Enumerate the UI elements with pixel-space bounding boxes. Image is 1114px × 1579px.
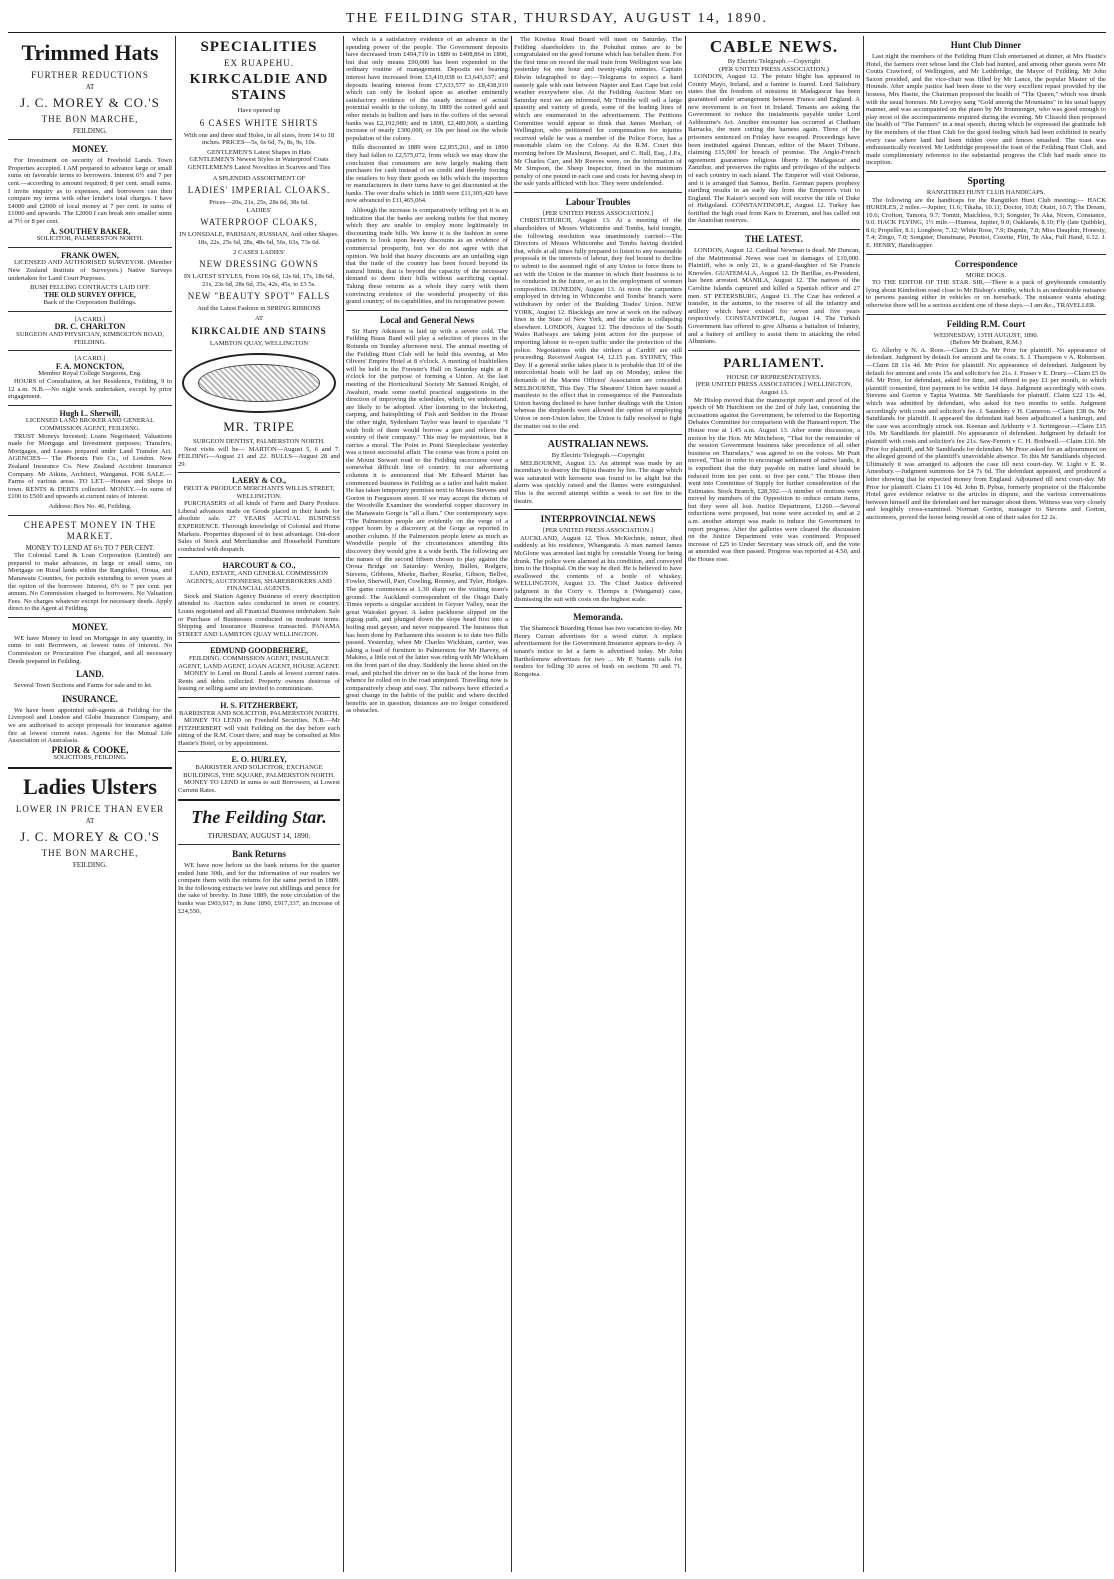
- survey-office: THE OLD SURVEY OFFICE,: [44, 290, 136, 299]
- southey-name: A. SOUTHEY BAKER,: [49, 226, 131, 236]
- cable-news-heading: CABLE NEWS.: [709, 37, 839, 56]
- monckton-name: F. A. MONCKTON,: [55, 361, 125, 371]
- imperial-cloaks: LADIES' IMPERIAL CLOAKS.: [187, 185, 331, 196]
- column-rule: [175, 36, 176, 1572]
- gents-coats: GENTLEMEN'S Newest Styles in Waterproof Coats: [189, 156, 329, 164]
- prior-cooke-sub: SOLICITORS, FEILDING.: [53, 754, 127, 762]
- sherwill-text: TRUST Moneys Invested; Loans Negotiated; Valuations made for Mortgage and Investment purposes; Transfers, Mortgages, and Leases prepared under Land Transfer Act. AGENCIES— The Phoenix Fire Co., of London. New Zealand Insurance Co. New Zealand Accident Insurance Company. Mr Atkins, Architect, Wanganui. FOR SALE.—Farms of various areas. TO LET.—Houses and Shops in town. RENTS & DEBTS collected. MONEY.—In sums of £100 to £500 and upwards at current rates of interest.: [8, 432, 172, 501]
- bon-marche: THE BON MARCHE,: [41, 113, 139, 124]
- masthead: THE FEILDING STAR, THURSDAY, AUGUST 14, 1890.: [8, 6, 1106, 33]
- owen-name: FRANK OWEN,: [61, 250, 119, 260]
- ex-ruapehu: EX RUAPEHU.: [223, 58, 294, 68]
- labour-troubles-text: CHRISTCHURCH, August 13. At a meeting of the shareholders of Messrs Whitcombe and Tombs, held tonight, the following resolution was unanimously carried:—The Directors of Messrs Whitcombe and Tombs having decided that, while at all times fully prepared to listen to any reasonable proposals in the interests of labour, they feel bound to decline to submit to the assumed right of any Union to force them to act with the Union in the manner in which their business is to be conducted in the future, or as to the employment of women compositors. DUNEDIN, August 13. At noon the carpenters employed in driving in Whitcombe and Tombs' branch were withdrawn by order of the Building Trades' Union. NEW YORK, August 12. Blacklegs are now at work on the railway lines in the State of New York, and the strike is collapsing elsewhere. LONDON, August 12. The directors of the South Wales Railways are taking joint action for the purpose of importing labour to re-open traffic under the protection of the police. Negotiations with the strikers at Cardiff are still proceeding. Received August 14, 12.15 p.m. SYDNEY, This Day. If a general strike takes place it is probable that 10 of the intercolonial boats will be laid up on Monday, unless the demands of the Marine Officers' Association are conceded. MELBOURNE, This Day. The Shearers' Union have issued a manifesto to the effect that in consequence of the Pastoralists Union having declined to have further dealings with the Union whereas the shepherds were allowed the option of employing Union or non-Union labor, the Union is fully resolved to fight the matter out to the end.: [514, 217, 682, 430]
- waterproof-cloaks: WATERPROOF CLOAKS,: [200, 217, 318, 228]
- hunt-club-text: Last night the members of the Feilding Hunt Club entertained at dinner, at Mrs Hastie's Hotel, the farmers over whose land the Club had hunted, and among other guests were Mr Coutts Crawford, of Wellington, and Mr Lethbridge, the Mayor of Feilding. Mr John Saxon presided, and the vice-chair was filled by Mr Lance, the popular Master of the Hounds. After ample justice had been done to the very excellent repast provided by the hostess, Mrs Hastie, the Chairman proposed the health of "The Queen," which was drunk with the usual honours. Mr Lovejoy sang "Gold among the Mountains" in his usual happy manner, and was accompanied on the piano by Mr Ironmonger, who was good enough to play most of the accompaniments required during the evening. Mr Clissold then proposed the health of "The Farmers" in a neat speech, during which he expressed the gratitude felt by the members of the Hunt Club for the good feeling which had been exhibited in nearly every case where land had been ridden over and fences smashed. The toast was enthusiastically received. Mr Lethbridge proposed the toast of the Feilding Hunt Club, and made complimentary reference to the substantial progress the Club had made since its inception.: [866, 53, 1106, 167]
- interprovincial-sub: [PER UNITED PRESS ASSOCIATION.]: [543, 527, 653, 535]
- interprovincial-heading: INTERPROVINCIAL NEWS: [540, 514, 656, 525]
- insurance-heading: INSURANCE.: [62, 693, 118, 704]
- column-rule: [863, 36, 864, 1572]
- column-2-ads: [178, 36, 340, 1572]
- australian-news-text: MELBOURNE, August 13. An attempt was made by an incendiary to destroy the Bijou theatre by fire. The stage which was saturated with kerosene was found to be alight but the alarm was quickly raised and the flames were extinguished. This is the second attempt within a week to set fire to the theatre.: [514, 459, 682, 505]
- goodbehere-name: EDMUND GOODBEHERE,: [210, 646, 308, 656]
- gents-scarves: GENTLEMEN'S Latest Novelties in Scarves and Ties: [187, 163, 331, 171]
- interprovincial-text: AUCKLAND, August 12. Thos. McKechnie, miner, died suddenly at his residence, Whangarata. A man named James McGlone was arrested last night by constable Young for being drunk. The police were alarmed at his condition, and conveyed him to the Hospital. On the way he died. He is believed to have swallowed the contents of a bottle of whiskey. WELLINGTON, August 13. The Chief Justice delivered judgment in the Corry v. Thomps n (Wanganui) case, dismissing the suit with costs on the highest scale.: [514, 534, 682, 603]
- at-label-2: AT: [85, 817, 95, 825]
- correspondence-sub: MORE DOGS.: [965, 271, 1007, 279]
- column-4-news: [514, 36, 682, 1572]
- monckton-sub: Member Royal College Surgeons, Eng.: [38, 370, 142, 378]
- fitzherbert-text: MONEY TO LEND on Freehold Securities. N.B.—Mr FITZHERBERT will visit Feilding on the day before each sitting of the R.M. Court there, and may be consulted at Mrs Hastie's Hotel, or by appointment.: [178, 717, 340, 747]
- survey-office-sub: Back of the Corporation Buildings.: [43, 299, 137, 307]
- cheapest-money: CHEAPEST MONEY IN THE MARKET.: [23, 519, 157, 541]
- correspondence-heading: Correspondence: [954, 258, 1018, 269]
- memoranda-heading: Memoranda.: [573, 612, 623, 623]
- bon-marche-2: THE BON MARCHE,: [41, 847, 139, 858]
- correspondence-text: TO THE EDITOR OF THE STAR. SIR,—There is a pack of greyhounds constantly lying about Kimbolton road close to Mr Bishop's smithy, which is an undesirable nuisance to persons passing either in vehicles or on horseback. The nuisance wants abating; otherwise there will be a serious accident one of these days.—I am &c., TRAVELLER.: [866, 279, 1106, 310]
- owen-text: LICENSED AND AUTHORISED SURVEYOR. (Member New Zealand Institute of Surveyors.) Native Surveys undertaken for Land Court Purposes.: [8, 259, 172, 282]
- cable-news-sub: By Electric Telegraph.—Copyright: [727, 58, 821, 65]
- morey-name-2: J. C. MOREY & CO.'S: [20, 828, 160, 844]
- imperial-prices: Prices—20s, 21s, 25s, 28s 6d, 38s 6d.: [209, 199, 309, 207]
- splendid-label: A SPLENDID ASSORTMENT OF: [212, 174, 306, 182]
- fitzherbert-name: H. S. FITZHERBERT,: [220, 700, 298, 710]
- decorative-oval-ornament: [182, 353, 336, 413]
- column-1-ads: [8, 36, 172, 1572]
- parliament-text: Mr Hislop moved that the manuscript report and proof of the speech of Mr Hutchison on the 2nd of July last, containing the accusations against the Government, be referred to the Reporting Debates Committee for comparison with the Hansard report. The House rose at 1.45 a.m. August 13. After some discussion, a motion by the Hon. Mr Mitchelson, "That for the remainder of the session Government business take precedence of all other business on Thursdays," was agreed to on the voices. Mr Pratt moved, "That in order to encourage settlement of native lands, it is expedient that the duty payable on native land should be reduced from ten per cent. to five per cent." The House then went into Committee of Supply for further consideration of the Estimates. Stock Branch, £28,592.—A number of motions were moved by members of the Opposition to reduce certain items, but they were all lost. Justice Department, £1260.—Several reductions were proposed, but none were acceded to, and at 2 a.m. another attempt was made to induce the Government to report progress. After the galleries were cleared the discussion on the Justice Department vote was continued. Proposed increase of £25 to Under Secretary was struck off, and the vote as amended was then passed. Progress was reported at 4.50, and the House rose.: [688, 396, 860, 564]
- tripe-text: Next visits will be— MARTON—August 5, 6 and 7. FEILDING—August 21 and 22. BULLS—August 28 and 29.: [178, 445, 340, 468]
- laery-text: PURCHASERS of all kinds of Farm and Dairy Produce. Liberal advances made on Goods placed in their hands for absolute sale. 27 YEARS ACTUAL BUSINESS EXPERIENCE. Thorough knowledge of Colonial and Home Markets. Properties disposed of to best advantage. Out-door Sales of Stock and Merchandise and Household Furniture conducted with despatch.: [178, 500, 340, 553]
- ladies-label: LADIES': [246, 206, 272, 214]
- memoranda-text: The Shamrock Boarding House has two vacancies to-day. Mr Henry Curran advertises for a wood cutter. A replace advertisement for the Government Insurance appears to-day. A tenant's notice to let a farm is advertised today. Mr John Bartholomew advertises for two ... Mr P. Nannis calls for tenders for felling 30 acres of bush on sections 70 and 71, Rongotea.: [514, 625, 682, 678]
- local-news-continued: The Kiwitea Road Board will meet on Saturday. The Feilding shareholders in the Pohuhui mines are to be congratulated on the good fortune which has befallen them. For the first time on record the mail train from Wellington was late yesterday for one hour and twenty-eight minutes. Captain Edwin telegraphed to day:—Telegrams to expect a hard easterly gale with rain between Napier and East Cape but cold weather everywhere else. At the Feilding Auction Mart on Saturday next we are informed, Mr Trimble will sell a large quantity and variety of goods, some of the leading lines of which are enumerated in the advertisement. The Petitions Committee would appear to think that James Meehan, of Wellington, who petitioned for compensation for injuries received while he was a member of the Police Force, has a reasonable claim on the Colony. At the R.M. Court this morning before Dr Maxhurst, Bosquet, and C. Bull, Esq., J.P.s, Mr Charles Carr, and Mr Reeves were, on the information of Mr Simpson, the Sheep Inspector, fined in the minimum penalty of one pound in each case and costs for having sheep in the sale yards afflicted with lice. They were undefended.: [514, 36, 682, 188]
- colonial-text: The Colonial Land & Loan Corporation (Limited) are prepared to make advances, in large or small sums, on Mortgage on Rural lands within the Rangitikei, Oroua, and Manawatu Counties, for periods extending to seven years at the option of the borrower. Interest, 6½ to 7 per cent. per annum. No Commission charged to borrowers. No Valuation Fees. No charges whatever except for necessary deeds. Apply direct to the Agent at Feilding.: [8, 552, 172, 613]
- lambton-quay: LAMBTON QUAY, WELLINGTON: [209, 339, 309, 347]
- charlton-name: DR. C. CHARLTON: [54, 322, 126, 332]
- column-5-cable: [688, 36, 860, 1572]
- shirts-heading: 6 CASES WHITE SHIRTS: [199, 117, 319, 128]
- specialities-heading: SPECIALITIES: [200, 39, 318, 55]
- sporting-sub: RANGITIKEI HUNT CLUB HANDICAPS.: [926, 188, 1046, 196]
- bank-returns-text: WE have now before us the bank returns for the quarter ended June 30th, and for the information of our readers we compare them with the returns for the same period in 1889. In the following extracts we leave out shillings and pence for the sake of brevity. In June 1889, the note circulation of the banks was £903,917; in June 1890, £917,337, an increase of £24,550,: [178, 862, 340, 915]
- editorial-paragraph-3: Although the increase is comparatively trifling yet it is an indication that the banks are seeking outlets for that money which they are unable to employ more legitimately in discounting trade bills. We know it is the fashion in some quarters to look upon heavy discounts as an evidence of commercial prosperity, but we do not agree with that opinion. We hold that heavy discounts are an unfailing sign that the trade of the country has been forced beyond its natural limits, that is beyond the capacity of the necessary demand to deem their bills without sacrificing capital. Taking these returns as a whole they carry with them convincing evidence of the wonderful prosperity of this grand country; of its capabilities, and its recuperative power.: [346, 207, 508, 306]
- money-heading: MONEY.: [72, 144, 108, 155]
- waterproof-text: IN LONSDALE, PARISIAN, RUSSIAN, And other Shapes. 18s, 22s, 25s 6d, 28s, 48s 6d, 56s, 63s, 73s 6d.: [179, 231, 339, 246]
- further-reductions: FURTHER REDUCTIONS: [31, 70, 149, 80]
- gowns-text: IN LATEST STYLES, From 10s 6d, 12s 6d, 17s, 18s 6d, 21s, 23s 6d, 28s 6d, 35s, 42s, 45s, to £3 5s.: [183, 273, 335, 288]
- rm-court-before: (Before Mr Brabant, R.M.): [950, 339, 1022, 347]
- rm-court-text: G. Allerby v N. A. Roos.—Claim £3 2s. Mr Prior for plaintiff. No appearance of defendant. Judgment by default for amount and 6s costs. S. J. Thompson v A. Robertson.—Claim £8 11s 4d. Mr Prior for plaintiff. No appearance of defendant. Judgment by default for amount and costs 15s and solicitor's fee 21s. J. Fraser v E. Drury.—Claim £5 0s 6d. Mr Prior, for defendant, asked for time, and offered to pay £1 per month, to which plaintiff consented, first payment to be within 14 days. Judgment accordingly with costs. Stevens and Gorton v Tapita Waitina. Mr Sandilands for plaintiff. Claim £22 13s 4d, which was admitted by defendant, who asked for two months to settle. Judgment accordingly with costs and solicitor's fee. J. Saunders v H. Cameron.—Claim £38 0s. Mr Sandilands for plaintiff. It appeared the defendant had been adjudicated a bankrupt, and the case was accordingly struck out. Keenan and Arkhurty v J. Scrimgeour.—Claim £15 10s. Mr Sandilands for plaintiff. No appearance of defendant. Judgment by default for plaintiff with costs and solicitor's fee 21s. Saw-Ferrett v C. H. Bothwell.—Claim £16. Mr Prior for plaintiff, and Mr Sandilands for defendant. Mr Prior asked for an adjournment on the alleged ground of the plaintiff's unavoidable absence. To this Mr Sandilands objected. Ultimately it was arranged to adjourn the case till next court-day. W. Light v E. R. Amesbury.—Judgment summons for £4 7s 6d. The defendant appeared, and produced a letter showing that he expected money from England. Adjourned till next court-day. Mr Prior for plaintiff. Claim £1 10s 4d. John B. Pybus, formerly proprietor of the Halcombe Hotel gave evidence relative to the articles in dispute, and the various conversations between himself and the defendant and her manager about them. Witness was very closely and lengthily cross-examined. Norman Gorton, manager to Stevens and Gorton, auctioneers, proved the horse being resold at one of their sales for £2 2s.: [866, 346, 1106, 521]
- beauty-spot: NEW "BEAUTY SPOT" FALLS: [187, 291, 331, 302]
- land-text: Several Town Sections and Farms for sale and to let.: [14, 682, 153, 690]
- bank-returns-heading: Bank Returns: [232, 849, 286, 860]
- local-news-text: Sir Harry Atkinson is laid up with a severe cold. The Feilding Brass Band will play a selection of pieces in the Rotunda on Sunday afternoon next. The annual meeting of the Feilding Hunt Club will be held this evening, at Mrs Olivers' Empire Hotel at 8 o'clock. A meeting of bushfellers will be held in the Forester's Hall on Saturday night at 8 o'clock for the purpose of forming a Union. At the last meeting of the Horticultural Society Mr Samuel Knight, of Awahuri, made some useful practical suggestions in the direction of improving the schedules, which, we understand, are likely to be adopted. After listening to the bickering, carping, and hairsplitting of Fish and Seddon in the House the other night, Sydenham Taylor was heard to ejaculate "I wish both of them would borrow a gun and relieve the country of their company." This may be mysterious, but it carries a moral. The Point to Point Steeplechase yesterday was a most successful affair. The course was from a point on the Mount Stewart road to the Feilding racecourse over a somewhat difficult line of country. In our advertising columns it is announced that Mr Edward Martin has commenced business in Feilding as a tailor and habit maker. He has taken temporary premises next to Messrs Stevens and Gorton in Fergusson street. If we may accept the dictum of the Woodville Examiner the wonderful copper discovery in the Manawatu Gorge is "all a flam." Our contemporary says: "The Palmerston people are evidently on the verge of a copper boom by a discovery at the Gorge as reported in another column. If the Palmerston people knew as much as Woodville people of the circumstances attending this discovery they would give it a wide berth. The following are the names of the second fifteen chosen to play against the Oroua Bridge on Saturday: Wenley, Bullen, Rodgers, Stevens, Gibbons, Meeke, Barber, Rourke, Gibson, Bellve, Fowler, Sherwill, Parr, Cowling, Rooney, and Tyler, Hodges. The game commences at 1.30 sharp on the visiting team's ground. The Auckland correspondent of the Otago Daily Times reports a singular accident in Geyser Valley, near the great Wairakei geyser. A laden packhorse slipped on the zigzag path, and plunged down the slope head first into a boiling mud geyser, and never reappeared. The business that has been done by Parliament this session is to date two Bills passed. Yesterday, when Mr Charles Wickham, carrier, was taking a load of furniture to Palmerston for Mr Harvey, of Makino, a little out of the latter was riding with Mr Wickham on the front part of the dray. Suddenly the horse shied on the road, and pitched the driver on to the back of the horse from whence he rolled on to the road uninjured. Travelling now is comparatively cheap and easy. The railways have effected a great change in the habits of the public and where decided benefits are in question, distances are no longer considered as obstacles.: [346, 327, 508, 715]
- column-rule: [511, 36, 512, 1572]
- column-6-local: [866, 36, 1106, 1572]
- rm-court-heading: Feilding R.M. Court: [946, 318, 1026, 329]
- latest-text: LONDON, August 12. Cardinal Newman is dead. Mr Duncan, of the Matrimonial News was cast in damages of £10,000. Plaintiff, who is only 21, is a grand-daughter of Sir Francis Knowles. GUATEMALA, August 12. Dr Barillas, ex-President, has been arrested. MANILA, August 12. The natives of the Caroline Islands captured and killed a Spanish officer and 27 men. ST PETERSBURG, August 13. The Czar has ordered a transfer, in the autumn, to the reserve of all the infantry and artillery which have existed for seven and five years respectively. CONSTANTINOPLE, August 14. The Turkish Government has offered to give Albania a battalion of Infantry, and a battery of artillery to assist them in attacking the rebel Albanians.: [688, 247, 860, 346]
- insurance-text: We have been appointed sub-agents at Feilding for the Liverpool and London and Globe Insurance Company, and we are authorised to accept proposals for insurance against fire at lowest current rates. Agents for the Mutual Life Association of Australasia.: [8, 706, 172, 745]
- charlton-sub: SURGEON AND PHYSICIAN, KIMBOLTON ROAD, FEILDING.: [16, 331, 164, 346]
- feilding-star-title: The Feilding Star.: [191, 807, 327, 828]
- kirkcaldie-2: KIRKCALDIE AND STAINS: [191, 325, 327, 336]
- labour-troubles-heading: Labour Troubles: [565, 196, 631, 207]
- hurley-name: E. O. HURLEY,: [231, 755, 287, 765]
- morey-name: J. C. MOREY & CO.'S: [20, 94, 160, 110]
- card-label-1: [A CARD.]: [74, 315, 106, 323]
- harcourt-text: Stock and Station Agency Business of every description attended to. Auction sales conducted in town or country. Loans negotiated and all Financial Business undertaken. Sale or Purchase of Businesses conducted on moderate terms. Shipping and Insurance Business transacted. PANAMA STREET AND LAMBTON QUAY WELLINGTON.: [178, 592, 340, 638]
- hurley-sub: BARRISTER AND SOLICITOR, EXCHANGE BUILDINGS, THE SQUARE, PALMERSTON NORTH.: [183, 764, 335, 779]
- money-text: For Investment on security of Freehold Lands. Town Properties accepted. I AM prepared to advance large or small sums on favorable terms to borrowers. Interest 6½ and 7 per cent.—according to amount required; 8 per cent. small sums. I invite enquiry as to expenses, and borrowers can then compare my terms with other lender's total charges. I have £4000 and £2000 of local money at 7 per cent. in sums of £1000 and upwards. The £2000 I can break into smaller sums at 7½ or 8 per cent.: [8, 157, 172, 225]
- lower-price: LOWER IN PRICE THAN EVER: [15, 804, 165, 814]
- cable-news-sub2: (PER UNITED PRESS ASSOCIATION.): [719, 65, 829, 73]
- column-rule: [343, 36, 344, 1572]
- prior-cooke: PRIOR & COOKE,: [51, 744, 129, 755]
- editorial-paragraph-1: which is a satisfactory evidence of an advance in the spending power of the people. The Government deposits have decreased from £494,719 in 1889 to £408,864 in 1890, but that only means £90,000 has been expended in the ordinary routine of management. Deposits not bearing interest have increased from £3,419,038 to £3,643,637; and deposits bearing interest from £7,633,577 to £8,438,910 which can only be looked upon as another eminently satisfactory evidence of the steady increase of actual potential wealth in the colony. In 1889 the coined gold and other metals in bullion and bars in the coffers of the several banks was £2,192,980; and in 1890, £2,480,900, a startling increase of nearly £300,000, or 10s per head on the whole population of the colony.: [346, 36, 508, 142]
- local-news-heading: Local and General News: [379, 314, 475, 325]
- land-heading: LAND.: [76, 669, 104, 680]
- gents-hats: GENTLEMEN'S Latest Shapes in Hats: [207, 148, 311, 156]
- australian-news-heading: AUSTRALIAN NEWS.: [547, 439, 649, 451]
- beauty-text: And the Latest Fashion in SPRING RIBBONS: [197, 305, 321, 313]
- parliament-heading: PARLIAMENT.: [723, 354, 825, 370]
- trimmed-hats-heading: Trimmed Hats: [21, 40, 159, 65]
- fitzherbert-sub: BARRISTER AND SOLICITOR, PALMERSTON NORTH.: [179, 709, 339, 717]
- column-rule: [685, 36, 686, 1572]
- shirts-text: With one and three stud Holes, in all sizes, from 14 to 18 inches. PRICES—5s, 6s 6d, 7s, 8s, 9s, 10s.: [183, 131, 335, 147]
- harcourt-sub: LAND, ESTATE, AND GENERAL COMMISSION AGENTS, AUCTIONEERS, SHAREBROKERS AND FINANCIAL AGENTS.: [186, 570, 332, 593]
- latest-heading: THE LATEST.: [745, 234, 803, 245]
- kirkcaldie-heading: KIRKCALDIE AND STAINS: [189, 72, 329, 103]
- column-3-editorial: [346, 36, 508, 1572]
- opened-label: Have opened up: [237, 107, 281, 114]
- at-label-3: AT: [254, 314, 264, 322]
- sherwill-name: Hugh L. Sherwill,: [59, 408, 121, 418]
- sporting-text: The following are the handicaps for the Rangitikei Hunt Club meeting:— HACK HURDLES, 2 miles.—Jupiter, 11.6; Tikaha, 10.11; Doctor, 10.8; Otairi, 10.7; The Dream, 10.6; Crofton, Tamora, 9.7; Tomtit, Matchless, 9.3; Songster, Te Aka, Nixon, Constance, 9.0. HACK FLYING, 1½ mile.—Hiamoa, Jupiter, 9.0; Oaklands, 8.10; Fly (late Quibble), 8.6; Propeller, 8.1; Longbow, 7.12; White Rose, 7.9; Dupnie, 7.8; Miss Dauphin, Honesty, 7.4; Zingo, 7.0; Songster, Dunsinane, Petoitoi, Cozette, Flirt, Te Aka, Full Hand, 6.12. J. E. HENRY, Handicapper.: [866, 196, 1106, 250]
- harcourt-name: HARCOURT & CO.,: [222, 561, 296, 571]
- feilding-label-2: FEILDING.: [72, 860, 108, 869]
- bush-felling: BUSH FELLING CONTRACTS LAID OFF.: [30, 284, 150, 292]
- hunt-club-heading: Hunt Club Dinner: [950, 40, 1022, 50]
- sherwill-address: Address: Box No. 46, Feilding.: [48, 502, 132, 510]
- monckton-text: HOURS of Consultation, at her Residence, Feilding, 9 to 12 a.m. N.B.—No night work undertaken, except by prior engagement.: [8, 378, 172, 401]
- rm-court-date: WEDNESDAY, 13TH AUGUST, 1890.: [933, 331, 1039, 339]
- tripe-sub: SURGEON DENTIST, PALMERSTON NORTH.: [193, 438, 325, 446]
- money2-heading: MONEY.: [72, 621, 108, 632]
- money-to-lend: MONEY TO LEND AT 6½ TO 7 PER CENT.: [25, 543, 155, 552]
- southey-sub: SOLICITOR, PALMERSTON NORTH.: [36, 235, 144, 243]
- hurley-text: MONEY TO LEND in sums to suit Borrowers, at Lowest Current Rates.: [178, 779, 340, 794]
- goodbehere-sub: FEILDING. COMMISSION AGENT, INSURANCE AGENT, LAND AGENT, LOAN AGENT, HOUSE AGENT.: [178, 654, 340, 670]
- laery-name: LAERY & CO.,: [231, 476, 287, 486]
- ladies-ulsters-heading: Ladies Ulsters: [23, 774, 157, 799]
- goodbehere-text: MONEY to Lend on Rural Lands at lowest current rates. Rents and debts collected. Property owners desirous of leasing or selling same are invited to communicate.: [178, 670, 340, 693]
- parliament-sub2: [PER UNITED PRESS ASSOCIATION.] WELLINGTON, August 13.: [695, 381, 853, 396]
- dressing-gowns: NEW DRESSING GOWNS: [199, 259, 319, 270]
- issue-date: THURSDAY, AUGUST 14, 1890.: [207, 831, 311, 841]
- feilding-label: FEILDING.: [72, 126, 108, 135]
- australian-news-sub: By Electric Telegraph.—Copyright: [551, 452, 645, 460]
- editorial-paragraph-2: Bills discounted in 1889 were £2,855,261, and in 1890 they had fallen to £2,575,072, from which we may draw the conclusion that consumers are now largely making their purchases for cash instead of on credit and thereby forcing the retailers to buy their goods on bills which the importers or manufacturers in their turns have to get discounted at the banks. The over drafts which in 1889 were £11,305,420 have now advanced to £11,465,064.: [346, 144, 508, 205]
- labour-troubles-sub: [PER UNITED PRESS ASSOCIATION.]: [543, 209, 653, 217]
- money2-text: WE have Money to lend on Mortgage in any quantity, in sums to suit Borrowers, at lowest rates of interest. No Commission or Procuration Fee charged, and all necessary Deeds prepared in Feilding.: [8, 634, 172, 665]
- cable-news-text: LONDON, August 12. The potato blight has appeared in County Mayo, Ireland, and a famine is feared. Lord Salisbury states that the freedom of missions in Madagascar has been guaranteed under arrangement between France and England. A new movement is on foot in Ireland. Tenants are asking the Government to reduce the instalments payable under Lord Ashbourne's Act. Another encounter has occurred at Chatham Barracks, the men cutting the harness again. Three of the prisoners sentenced on Friday have escaped. Proceedings have been instituted against Duncan, editor of the Maori Tribune, claiming £15,000 for breach of promise. The Anglo-French agreement guarantees religious liberty in Madagascar and Zanzibar, and preserves the rights and privileges of the subjects of each country in each island. The Emperor will visit Osborne, and it is arranged that Samoa, Berlin. German papers prophesy startling results in an early day from the Emperor's visit to England. The Kaiser's second son will receive the title of Duke of Heligoland. CONSTANTINOPLE, August 12. Turkey has fortified the high road from Kars to Erzerum, and has called out the Anatolian reserves.: [688, 73, 860, 225]
- sporting-heading: Sporting: [967, 175, 1005, 187]
- newspaper-page: [8, 6, 1106, 1574]
- tripe-name: MR. TRIPE: [223, 419, 295, 435]
- sherwill-sub: LICENSED LAND BROKER AND GENERAL COMMISSION AGENT, FEILDING.: [25, 417, 155, 432]
- two-cases: 2 CASES LADIES': [233, 248, 285, 256]
- laery-sub: FRUIT & PRODUCE MERCHANTS WILLIS STREET, WELLINGTON.: [183, 485, 335, 500]
- at-label: AT: [85, 83, 95, 91]
- parliament-sub: HOUSE OF REPRESENTATIVES.: [726, 373, 822, 381]
- card-label-2: [A CARD.]: [74, 355, 106, 363]
